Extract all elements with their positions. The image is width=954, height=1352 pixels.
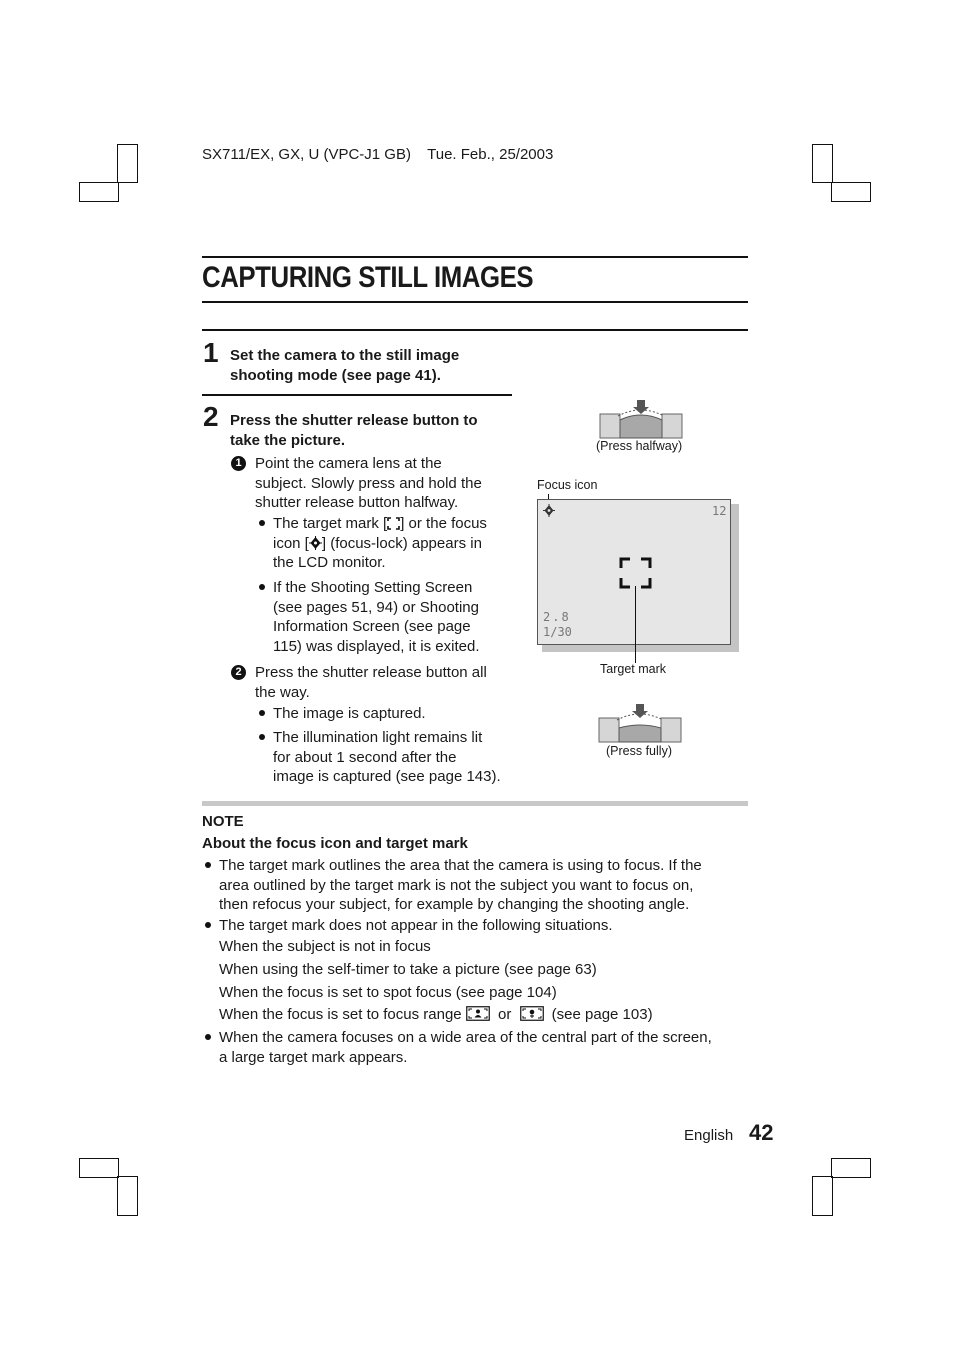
title-rule-bottom (202, 301, 748, 303)
focus-icon (543, 504, 555, 517)
page-title: CAPTURING STILL IMAGES (202, 261, 534, 294)
bullet-dot (259, 710, 265, 716)
crop-mark-bottom-left-h (79, 1158, 119, 1178)
substep-1-marker: 1 (231, 456, 246, 471)
footer-language: English (684, 1127, 734, 1144)
note-subheading: About the focus icon and target mark (202, 835, 468, 852)
bullet-target-mark: The target mark [ ] or the focus icon [ ] (focus-lock) appears in the LCD monitor. (273, 515, 487, 571)
model-line: SX711/EX, GX, U (VPC-J1 GB) (202, 146, 411, 163)
crop-mark-bottom-right-v (812, 1176, 833, 1216)
section-rule (202, 329, 748, 331)
bullet-dot (259, 584, 265, 590)
press-fully-caption: (Press fully) (606, 744, 672, 758)
shutter-value: 1/30 (543, 625, 572, 639)
lcd-exposure-readout (543, 610, 572, 640)
bullet-illumination: The illumination light remains lit for about 1 second after the image is captured (see page 143). (273, 729, 501, 785)
substep-1-text: Point the camera lens at the subject. Slowly press and hold the shutter release button halfway. (255, 455, 482, 511)
step-2-text: Press the shutter release button to take the picture. (230, 412, 478, 449)
aperture-value: 2.8 (543, 610, 571, 624)
note-situation-3: When the focus is set to spot focus (see page 104) (219, 984, 557, 1001)
shutter-fully-illustration (597, 702, 683, 744)
press-halfway-caption: (Press halfway) (596, 439, 683, 453)
target-mark-label: Target mark (600, 662, 666, 676)
title-rule-top (202, 256, 748, 258)
bullet-dot (205, 862, 211, 868)
target-mark-icon (387, 517, 400, 530)
note-situation-2: When using the self-timer to take a picture (see page 63) (219, 961, 597, 978)
print-date: Tue. Feb., 25/2003 (427, 146, 554, 163)
step-1-text: Set the camera to the still image shooting mode (see page 41). (230, 347, 460, 384)
bullet-dot (205, 1034, 211, 1040)
step-2-number: 2 (203, 401, 219, 432)
crop-mark-top-right-h (831, 182, 871, 202)
bullet-dot (205, 922, 211, 928)
note-bullet-2: The target mark does not appear in the following situations. (219, 917, 613, 934)
bullet-shooting-screen: If the Shooting Setting Screen (see pages 51, 94) or Shooting Information Screen (see page 115) was displayed, it is exited. (273, 579, 480, 655)
shutter-halfway-illustration (598, 398, 684, 440)
print-header (202, 146, 553, 163)
note-heading: NOTE (202, 813, 244, 830)
note-bullet-1: The target mark outlines the area that the camera is using to focus. If the area outlined by the target mark is not the subject you want to focus on, then refocus your subject, for example by changing the shooting angle. (219, 857, 702, 913)
note-rule (202, 801, 748, 806)
step-divider (202, 394, 512, 396)
crop-mark-bottom-right-h (831, 1158, 871, 1178)
substep-2-text: Press the shutter release button all the way. (255, 664, 487, 701)
shot-count: 12 (712, 504, 727, 518)
substep-2-marker: 2 (231, 665, 246, 680)
page-number: 42 (749, 1120, 774, 1145)
note-situation-1: When the subject is not in focus (219, 938, 431, 955)
bullet-dot (259, 520, 265, 526)
crop-mark-top-left-h (79, 182, 119, 202)
bullet-image-captured: The image is captured. (273, 705, 426, 722)
note-bullet-3: When the camera focuses on a wide area of the central part of the screen, a large target mark appears. (219, 1029, 712, 1066)
target-mark (619, 557, 652, 589)
step-1-number: 1 (203, 337, 219, 368)
crop-mark-top-left-v (117, 144, 138, 183)
focus-lock-icon (309, 536, 322, 550)
crop-mark-bottom-left-v (117, 1176, 138, 1216)
focus-icon-label: Focus icon (537, 478, 598, 492)
focus-range-person-icon (466, 1006, 490, 1021)
focus-range-macro-icon (520, 1006, 544, 1021)
note-situation-4: When the focus is set to focus range or (see page 103) (219, 1006, 653, 1023)
crop-mark-top-right-v (812, 144, 833, 183)
target-mark-leader (635, 586, 636, 663)
bullet-dot (259, 734, 265, 740)
